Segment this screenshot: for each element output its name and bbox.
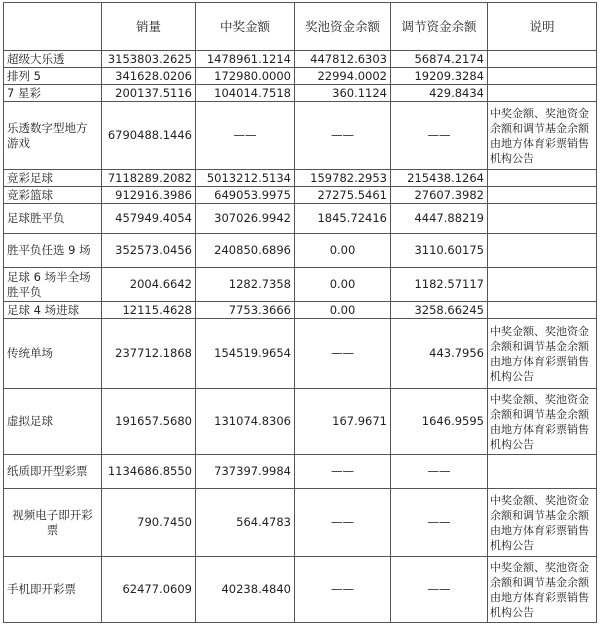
row-pool: 360.1124 [295,85,391,102]
row-note [488,68,597,85]
row-sales: 62477.0609 [102,557,196,623]
table-row [4,455,597,489]
row-note [488,234,597,268]
header-adjust: 调节资金余额 [391,3,488,51]
row-pool: 167.9671 [295,389,391,455]
row-note [488,455,597,489]
row-note [488,187,597,204]
row-sales: 200137.5116 [102,85,196,102]
row-note [488,302,597,319]
row-pool: 0.00 [295,234,391,268]
row-prize: 172980.0000 [196,68,295,85]
row-adjust: 4447.88219 [391,204,488,234]
table-row [4,268,597,302]
row-sales: 1134686.8550 [102,455,196,489]
row-note: 中奖金额、奖池资金余额和调节基金余额由地方体育彩票销售机构公告 [488,319,597,389]
header-note: 说明 [488,3,597,51]
row-prize: 240850.6896 [196,234,295,268]
row-name: 胜平负任选 9 场 [4,234,102,268]
table-row [4,234,597,268]
row-pool: —— [295,557,391,623]
row-name: 传统单场 [4,319,102,389]
row-name: 虚拟足球 [4,389,102,455]
header-prize: 中奖金额 [196,3,295,51]
row-note: 中奖金额、奖池资金余额和调节基金余额由地方体育彩票销售机构公告 [488,102,597,170]
row-sales: 352573.0456 [102,234,196,268]
row-note [488,170,597,187]
row-prize: 649053.9975 [196,187,295,204]
row-name: 足球 6 场半全场胜平负 [4,268,102,302]
table-row [4,389,597,455]
row-note [488,85,597,102]
row-adjust: 215438.1264 [391,170,488,187]
row-name: 视频电子即开彩票 [4,489,102,557]
table-row [4,170,597,187]
row-adjust: —— [391,455,488,489]
row-note: 中奖金额、奖池资金余额和调节基金余额由地方体育彩票销售机构公告 [488,489,597,557]
row-prize: 1282.7358 [196,268,295,302]
row-prize: 5013212.5134 [196,170,295,187]
header-row [4,3,597,51]
row-adjust: 27607.3982 [391,187,488,204]
row-sales: 12115.4628 [102,302,196,319]
row-prize: 104014.7518 [196,85,295,102]
row-prize: 154519.9654 [196,319,295,389]
row-pool: —— [295,489,391,557]
row-sales: 191657.5680 [102,389,196,455]
row-sales: 6790488.1446 [102,102,196,170]
row-prize: —— [196,102,295,170]
row-name: 竞彩足球 [4,170,102,187]
row-adjust: —— [391,489,488,557]
row-prize: 40238.4840 [196,557,295,623]
row-pool: 447812.6303 [295,51,391,68]
table-row [4,187,597,204]
row-sales: 3153803.2625 [102,51,196,68]
row-prize: 7753.3666 [196,302,295,319]
row-pool: 159782.2953 [295,170,391,187]
row-sales: 7118289.2082 [102,170,196,187]
row-pool: 0.00 [295,268,391,302]
row-name: 足球 4 场进球 [4,302,102,319]
row-note [488,268,597,302]
row-pool: 22994.0002 [295,68,391,85]
row-adjust: —— [391,557,488,623]
row-pool: 0.00 [295,302,391,319]
row-prize: 1478961.1214 [196,51,295,68]
row-adjust: 19209.3284 [391,68,488,85]
row-sales: 2004.6642 [102,268,196,302]
row-prize: 564.4783 [196,489,295,557]
row-prize: 131074.8306 [196,389,295,455]
row-name: 超级大乐透 [4,51,102,68]
row-adjust: 429.8434 [391,85,488,102]
row-name: 手机即开彩票 [4,557,102,623]
table-row [4,85,597,102]
table-row [4,51,597,68]
table-row [4,302,597,319]
table-row [4,319,597,389]
table-row [4,557,597,623]
row-name: 纸质即开型彩票 [4,455,102,489]
row-pool: 27275.5461 [295,187,391,204]
row-name: 足球胜平负 [4,204,102,234]
row-name: 竞彩篮球 [4,187,102,204]
row-prize: 307026.9942 [196,204,295,234]
row-note: 中奖金额、奖池资金余额和调节基金余额由地方体育彩票销售机构公告 [488,557,597,623]
row-note: 中奖金额、奖池资金余额和调节基金余额由地方体育彩票销售机构公告 [488,389,597,455]
row-pool: —— [295,102,391,170]
table-row [4,204,597,234]
lottery-table [3,2,597,623]
row-sales: 912916.3986 [102,187,196,204]
row-adjust: 3258.66245 [391,302,488,319]
row-adjust: 443.7956 [391,319,488,389]
row-pool: —— [295,455,391,489]
row-name: 乐透数字型地方游戏 [4,102,102,170]
row-adjust: 1182.57117 [391,268,488,302]
row-sales: 341628.0206 [102,68,196,85]
row-prize: 737397.9984 [196,455,295,489]
row-pool: —— [295,319,391,389]
row-note [488,51,597,68]
row-adjust: 1646.9595 [391,389,488,455]
row-sales: 457949.4054 [102,204,196,234]
header-pool: 奖池资金余额 [295,3,391,51]
header-corner-cell [4,3,102,51]
row-adjust: 56874.2174 [391,51,488,68]
header-sales: 销量 [102,3,196,51]
row-sales: 237712.1868 [102,319,196,389]
row-sales: 790.7450 [102,489,196,557]
row-pool: 1845.72416 [295,204,391,234]
row-name: 排列 5 [4,68,102,85]
table-row [4,68,597,85]
row-note [488,204,597,234]
table-row [4,102,597,170]
table-row [4,489,597,557]
row-name: 7 星彩 [4,85,102,102]
row-adjust: 3110.60175 [391,234,488,268]
row-adjust: —— [391,102,488,170]
